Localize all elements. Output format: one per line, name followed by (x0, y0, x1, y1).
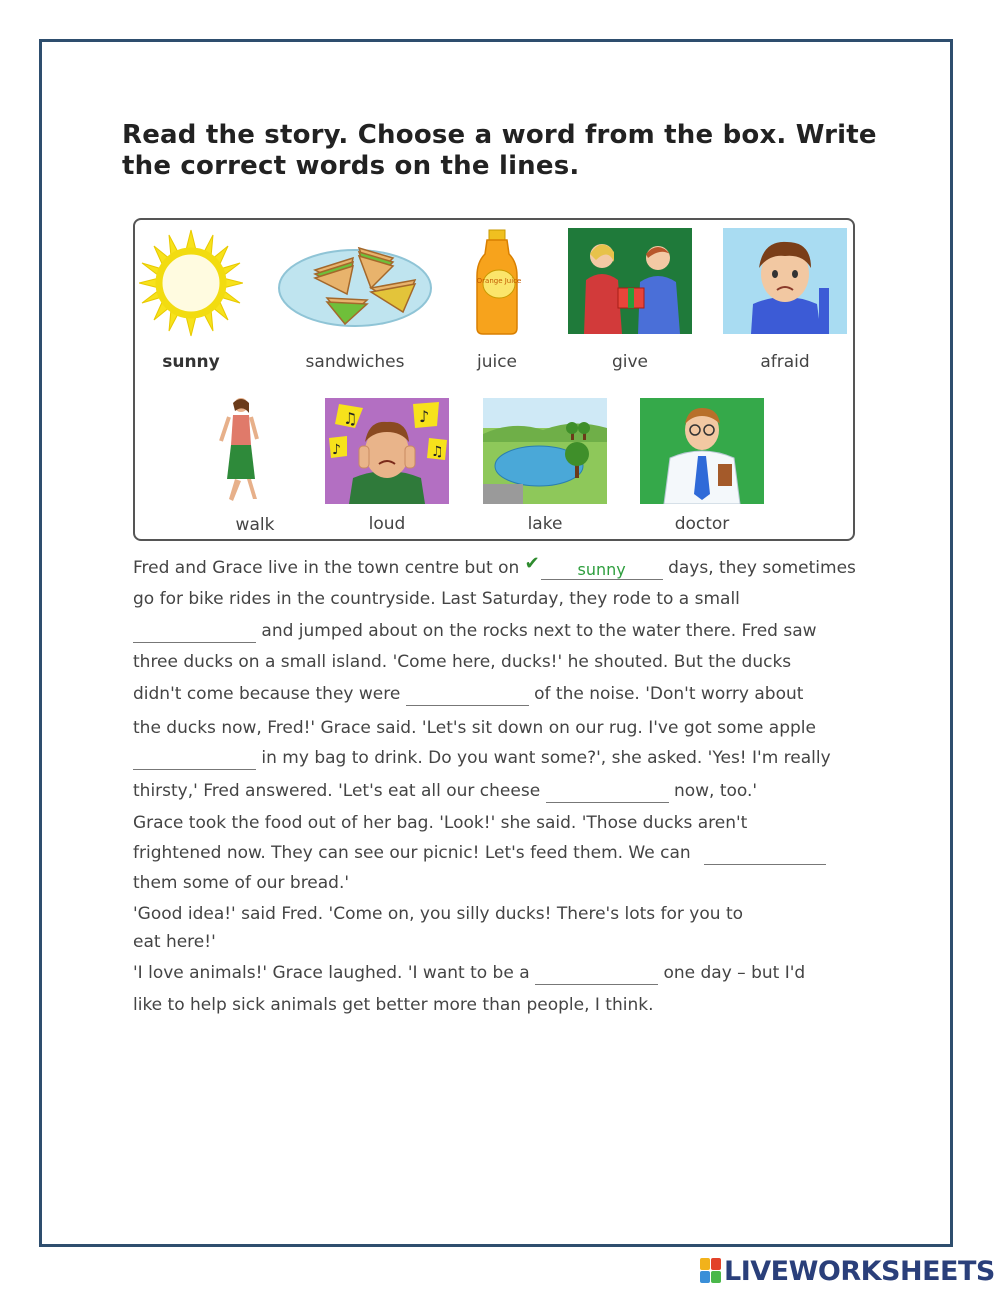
give-picture (568, 228, 692, 334)
word-sandwiches (275, 228, 435, 372)
story-line-4: three ducks on a small island. 'Come here, ducks!' he shouted. But the ducks (133, 652, 792, 672)
story-line-11: them some of our bread.' (133, 873, 350, 893)
answer-input-3[interactable] (406, 685, 529, 706)
instructions (122, 120, 882, 182)
juice-bottle-icon (459, 228, 535, 338)
answer-blank-2[interactable] (133, 621, 256, 643)
word-label: juice (476, 352, 518, 372)
lake-picture (483, 398, 607, 504)
answer-input-1[interactable] (541, 559, 663, 580)
word-label: walk (235, 515, 275, 535)
walking-woman-icon (213, 395, 297, 505)
story-line-12: 'Good idea!' said Fred. 'Come on, you silly ducks! There's lots for you to (133, 904, 744, 924)
svg-text:♪: ♪ (419, 407, 430, 426)
answer-input-6[interactable] (704, 844, 826, 865)
answer-input-7[interactable] (535, 964, 658, 985)
story-segment: now, too.' (673, 781, 758, 801)
sun-icon (139, 228, 243, 338)
answer-blank-4[interactable] (133, 748, 256, 770)
story-line-3 (133, 619, 817, 643)
afraid-picture (723, 228, 847, 334)
story-segment: days, they sometimes (668, 558, 856, 578)
svg-text:♫: ♫ (431, 444, 444, 460)
word-label: afraid (760, 352, 810, 372)
story-line-8 (133, 779, 757, 803)
story-line-7 (133, 746, 831, 770)
answer-blank-6[interactable] (704, 843, 826, 865)
liveworksheets-brand (700, 1256, 995, 1286)
word-lake (483, 398, 607, 535)
story-line-9: Grace took the food out of her bag. 'Look!' she said. 'Those ducks aren't (133, 813, 748, 833)
word-doctor (640, 398, 764, 535)
svg-text:♫: ♫ (343, 409, 358, 428)
answer-blank-3[interactable] (406, 684, 529, 706)
story-line-2: go for bike rides in the countryside. Last Saturday, they rode to a small (133, 589, 740, 609)
answer-blank-7[interactable] (535, 963, 658, 985)
story-segment: didn't come because they were (133, 684, 401, 704)
story-segment: thirsty,' Fred answered. 'Let's eat all our cheese (133, 781, 541, 801)
answer-input-4[interactable] (133, 749, 256, 770)
story-segment: of the noise. 'Don't worry about (534, 684, 804, 704)
story-segment: frightened now. They can see our picnic! Let's feed them. We can (133, 843, 691, 863)
instructions-line-2: the correct words on the lines. (122, 151, 580, 181)
word-label: sunny (162, 352, 220, 372)
story-segment: Fred and Grace live in the town centre but on (133, 558, 520, 578)
word-juice (459, 228, 535, 372)
doctor-picture (640, 398, 764, 504)
story-line-14 (133, 961, 805, 985)
story-line-1 (133, 553, 856, 580)
word-box (133, 218, 855, 541)
word-label: doctor (674, 514, 730, 534)
story-line-13: eat here!' (133, 932, 216, 952)
word-label: sandwiches (305, 352, 405, 372)
brand-name: LIVEWORKSHEETS (724, 1255, 995, 1287)
word-label: lake (527, 514, 563, 534)
checkmark-icon: ✔ (524, 553, 540, 574)
story-segment: in my bag to drink. Do you want some?', she asked. 'Yes! I'm really (261, 748, 831, 768)
juice-label-text: Orange Juice (476, 277, 522, 285)
word-loud (325, 398, 449, 535)
story-line-5 (133, 682, 803, 706)
word-afraid (723, 228, 847, 372)
liveworksheets-logo (700, 1258, 722, 1284)
instructions-line-1: Read the story. Choose a word from the box. Write (122, 120, 877, 150)
story-line-15: like to help sick animals get better more than people, I think. (133, 995, 654, 1015)
story-line-6: the ducks now, Fred!' Grace said. 'Let's sit down on our rug. I've got some apple (133, 718, 816, 738)
story-segment: 'I love animals!' Grace laughed. 'I want to be a (133, 963, 530, 983)
word-walk (213, 395, 297, 535)
loud-picture (325, 398, 449, 504)
story-segment: one day – but I'd (663, 963, 806, 983)
answer-blank-5[interactable] (546, 781, 669, 803)
word-give (568, 228, 692, 372)
answer-input-2[interactable] (133, 622, 256, 643)
answer-input-5[interactable] (546, 782, 669, 803)
word-sunny (139, 228, 243, 372)
word-label: give (611, 352, 649, 372)
svg-text:♪: ♪ (332, 442, 341, 458)
answer-blank-1[interactable] (541, 558, 663, 580)
story-segment: and jumped about on the rocks next to the water there. Fred saw (261, 621, 817, 641)
sandwiches-icon (275, 228, 435, 338)
word-label: loud (368, 514, 406, 534)
story-line-10 (133, 841, 826, 865)
